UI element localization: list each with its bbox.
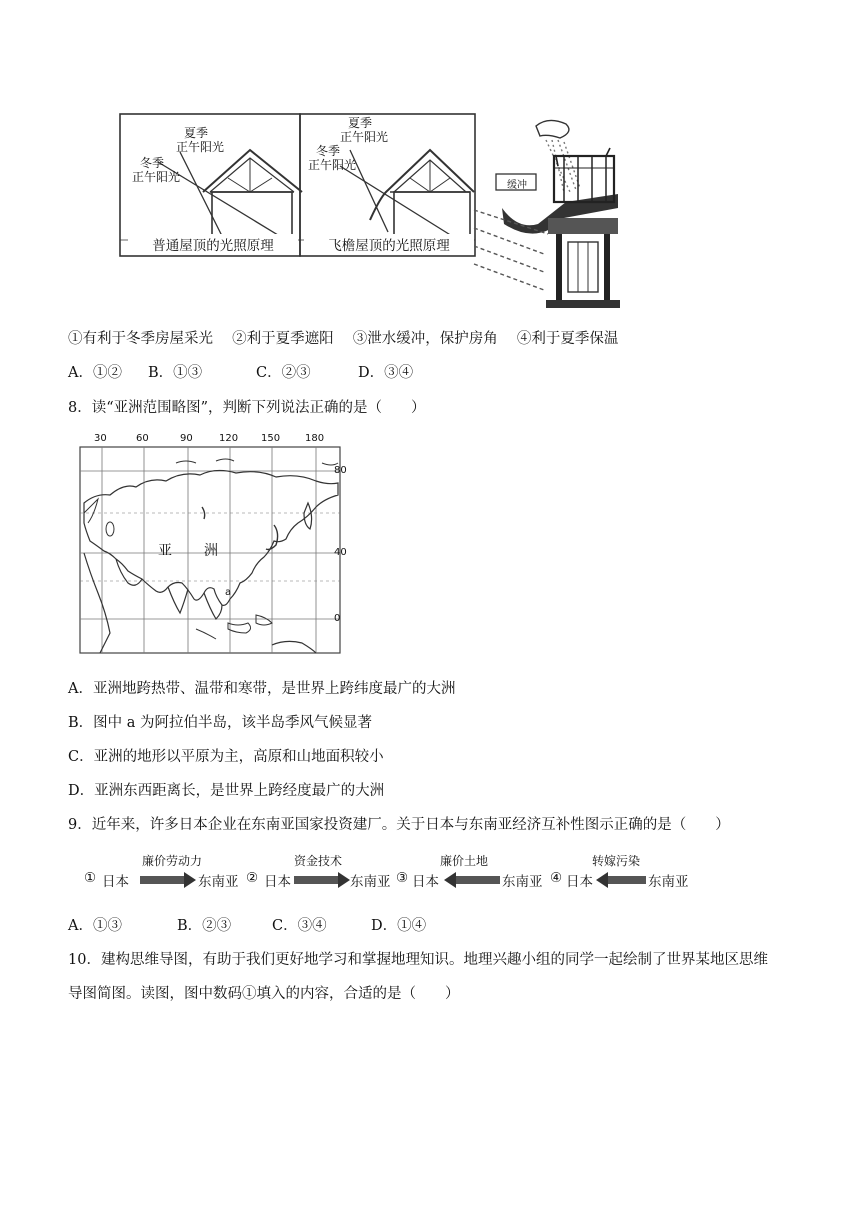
flow-2-num: ② [246, 870, 259, 886]
asia-map [76, 433, 366, 665]
left-summer-label-1: 夏季 [184, 126, 209, 140]
flow-2-right: 东南亚 [350, 874, 391, 890]
lon-tick-150: 150 [261, 433, 281, 444]
q8-option-c[interactable]: C．亚洲的地形以平原为主，高原和山地面积较小 [68, 749, 384, 765]
map-label-a: a [225, 587, 232, 598]
flow-3-label: 廉价土地 [440, 854, 489, 868]
lon-tick-30: 30 [94, 433, 107, 444]
lat-tick-0: 0 [334, 613, 341, 624]
left-winter-label-2: 正午阳光 [132, 170, 181, 184]
q8-option-b[interactable]: B．图中 a 为阿拉伯半岛，该半岛季风气候显著 [68, 715, 373, 731]
right-winter-label-1: 冬季 [316, 144, 341, 158]
q9-option-c[interactable]: C．③④ [272, 918, 327, 934]
flow-1-label: 廉价劳动力 [142, 854, 203, 868]
pagoda-label: 缓冲 [507, 180, 527, 191]
left-summer-label [176, 126, 224, 154]
q7-option-b[interactable]: B．①③ [148, 365, 203, 381]
lon-tick-120: 120 [219, 433, 239, 444]
q8-stem: 8．读“亚洲范围略图”，判断下列说法正确的是（ ） [68, 400, 426, 416]
pagoda-sketch [474, 120, 620, 308]
map-label-zhou: 洲 [204, 543, 218, 559]
q9-option-a[interactable]: A．①③ [68, 918, 122, 934]
left-winter-label [132, 156, 180, 184]
q7-statements: ①有利于冬季房屋采光 ②利于夏季遮阳 ③泄水缓冲，保护房角 ④利于夏季保温 [68, 331, 619, 347]
q7-option-a[interactable]: A．①② [68, 365, 122, 381]
q8-option-a[interactable]: A．亚洲地跨热带、温带和寒带，是世界上跨纬度最广的大洲 [68, 681, 456, 697]
flow-2-arrow-right-icon [294, 872, 350, 888]
right-caption: 飞檐屋顶的光照原理 [304, 234, 474, 254]
right-winter-label-2: 正午阳光 [308, 158, 357, 172]
flow-4-right: 东南亚 [648, 874, 689, 890]
lon-tick-90: 90 [180, 433, 193, 444]
flow-4-arrow-left-icon [596, 872, 646, 888]
flow-2-label: 资金技术 [294, 854, 343, 868]
q9-option-b[interactable]: B．②③ [177, 918, 232, 934]
lat-tick-80: 80 [334, 465, 347, 476]
flow-3-left: 日本 [412, 874, 439, 890]
flow-1-left: 日本 [102, 874, 129, 890]
economic-flow-diagram [84, 848, 704, 894]
left-summer-label-2: 正午阳光 [176, 140, 225, 154]
map-label-ya: 亚 [158, 543, 172, 559]
lon-tick-60: 60 [136, 433, 149, 444]
q7-option-c[interactable]: C．②③ [256, 365, 311, 381]
left-winter-label-1: 冬季 [140, 156, 165, 170]
roof-figure [118, 112, 638, 312]
right-summer-label-1: 夏季 [348, 116, 373, 130]
flow-3-right: 东南亚 [502, 874, 543, 890]
q8-option-d[interactable]: D．亚洲东西距离长，是世界上跨经度最广的大洲 [68, 783, 385, 799]
flow-2-left: 日本 [264, 874, 291, 890]
left-caption: 普通屋顶的光照原理 [128, 234, 298, 254]
right-summer-label [340, 116, 388, 144]
q10-stem-line-1: 10．建构思维导图，有助于我们更好地学习和掌握地理知识。地理兴趣小组的同学一起绘制了世界某地区思维 [68, 952, 768, 968]
right-summer-label-2: 正午阳光 [340, 130, 389, 144]
asia-map-svg [76, 433, 366, 665]
flow-3-arrow-left-icon [444, 872, 500, 888]
lon-tick-180: 180 [305, 433, 325, 444]
q7-option-d[interactable]: D．③④ [358, 365, 414, 381]
flow-4-num: ④ [550, 870, 563, 886]
flow-1-arrow-right-icon [140, 872, 196, 888]
flow-3-num: ③ [396, 870, 409, 886]
flow-1-right: 东南亚 [198, 874, 239, 890]
q9-option-d[interactable]: D．①④ [371, 918, 427, 934]
flow-4-label: 转嫁污染 [592, 854, 641, 868]
flow-1-num: ① [84, 870, 97, 886]
flow-4-left: 日本 [566, 874, 593, 890]
right-winter-label [308, 144, 356, 172]
lat-tick-40: 40 [334, 547, 347, 558]
q9-stem: 9．近年来，许多日本企业在东南亚国家投资建厂。关于日本与东南亚经济互补性图示正确的是（ ） [68, 817, 730, 833]
q10-stem-line-2: 导图简图。读图，图中数码①填入的内容，合适的是（ ） [68, 986, 460, 1002]
